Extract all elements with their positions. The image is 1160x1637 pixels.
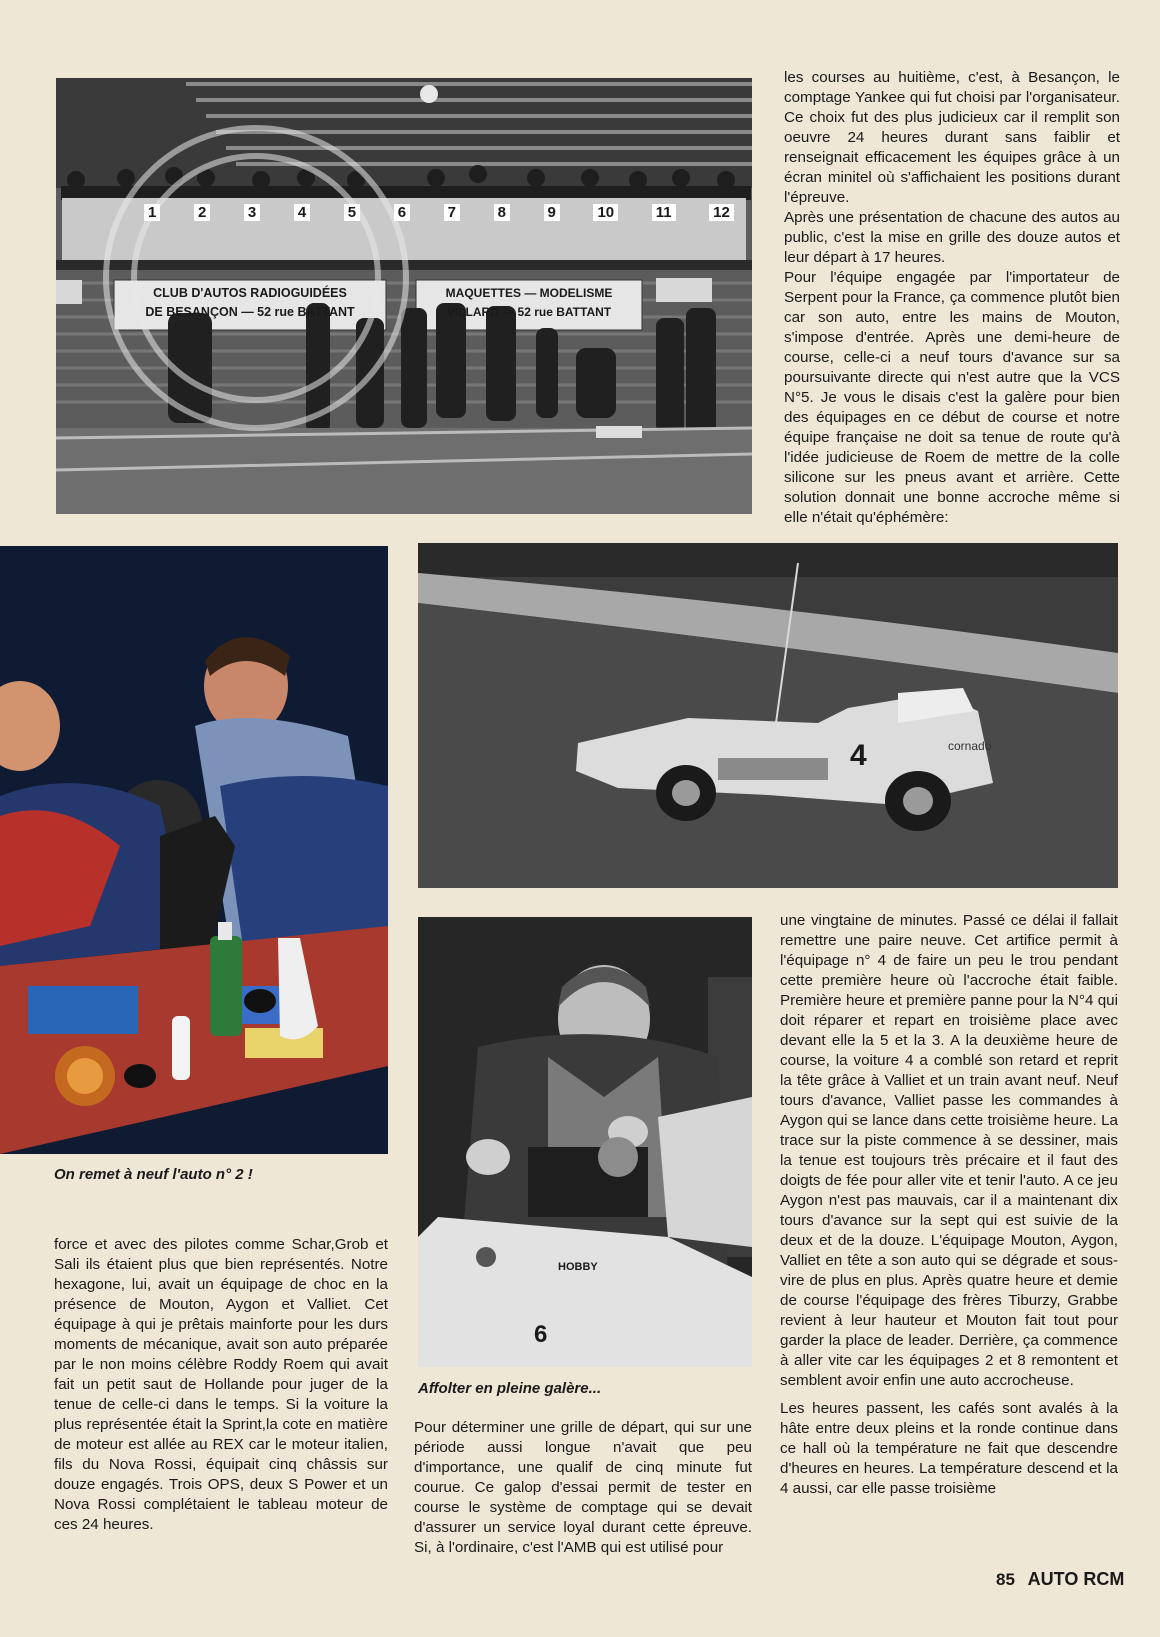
club-banner-line: DE BESANÇON — 52 rue BATTANT [145,305,355,319]
caption-left-photo: On remet à neuf l'auto n° 2 ! [54,1166,253,1183]
balcony-number: 2 [194,204,210,221]
car-sponsor-label: cornado [948,739,992,753]
caption-middle-photo: Affolter en pleine galère... [418,1380,602,1397]
shop-banner-line: VILLARD — 52 rue BATTANT [446,305,612,319]
paragraph: les courses au huitième, c'est, à Besançon, le comptage Yankee qui fut choisi par l'organisateur. Ce choix fut des plus judicieux car il remplit son oeuvre 24 heures durant sans faiblir et renseignait efficacement les équipes grâce à un écran minitel où s'affichaient les positions durant l'épreuve. [784,69,1120,206]
article-column-bottom-left [54,1235,388,1535]
photo-affolter-mechanic [418,917,752,1367]
paragraph: Pour déterminer une grille de départ, qui sur une période aussi longue n'avait que peu d'importance, une qualif de cinq minute fut courue. Ce galop d'essai permit de tester en course le système de comptage qui se devait d'assurer un service loyal durant cette épreuve. Si, à l'ordinaire, c'est l'AMB qui est utilisé pour [414,1419,752,1556]
balcony-number: 10 [593,204,618,221]
balcony-number: 12 [709,204,734,221]
photo-race-car [418,543,1118,888]
balcony-number: 1 [144,204,160,221]
club-banner-line: CLUB D'AUTOS RADIOGUIDÉES [153,286,347,300]
paragraph: Pour l'équipe engagée par l'importateur de Serpent pour la France, ça commence plutôt bien car son auto, entre les mains de Mouton, s'impose d'entrée. Après une demi-heure de course, celle-ci a neuf tours d'avance sur sa poursuivante directe qui n'est autre que la VCS N°5. Je vous le disais c'est la galère pour bien des équipages en ce début de course et notre équipe française ne doit sa tenue de route qu'à l'idée judicieuse de Roem de mettre de la colle silicone sur les pneus avant et arrière. Cette solution donnait une bonne accroche même si elle n'était qu'éphémère: [784,269,1120,526]
photo-mechanics-repair [0,546,388,1154]
car-number-label: 6 [534,1321,548,1348]
balcony-number: 11 [652,204,676,221]
magazine-title: AUTO RCM [1027,1569,1125,1589]
balcony-number-row [144,204,734,221]
page-number: 85 [996,1570,1015,1589]
car-sponsor-label: HOBBY [558,1261,598,1273]
balcony-number: 9 [544,204,560,221]
page-footer [996,1569,1124,1590]
balcony-number: 7 [444,204,460,221]
car-number-label: 4 [850,739,867,772]
balcony-number: 4 [294,204,310,221]
shop-banner-line: MAQUETTES — MODELISME [445,286,613,300]
paragraph: Après une présentation de chacune des autos au public, c'est la mise en grille des douze autos et leur départ à 17 heures. [784,209,1120,266]
article-column-bottom-right [780,911,1118,1499]
paragraph: force et avec des pilotes comme Schar,Grob et Sali ils étaient plus que bien représentés. Notre hexagone, lui, avait un équipage de choc en la présence de Mouton, Aygon et Valliet. Cet équipage à qui je prêtais mainforte pour les durs moments de mécanique, avait son auto préparée par le non moins célèbre Roddy Roem qui avait fait un petit saut de Hollande pour juger de la tenue de celle-ci dans le temps. Si la voiture la plus représentée était la Sprint,la cote en matière de moteur est allée au REX car le moteur italien, fils du Nova Rossi, équipait cinq châssis sur douze engagés. Trois OPS, deux S Power et un Nova Rossi complétaient le tableau moteur de ces 24 heures. [54,1236,388,1533]
paragraph: une vingtaine de minutes. Passé ce délai il fallait remettre une paire neuve. Cet artifice permit à l'équipage n° 4 de faire un peu le trou pendant cette première heure où l'accroche était faible. Première heure et première panne pour la N°4 qui doit réparer et repart en troisième place avec devant elle la 5 et la 3. A la deuxième heure de course, la voiture 4 a comblé son retard et reprit la tête grâce à Valliet et un train avant neuf. Neuf tours d'avance, Valliet passe les commandes à Aygon qui se lance dans cette troisième heure. La trace sur la piste commence à se dessiner, mais la tenue est toujours très précaire et il faut des doigts de fée pour aller vite et tenir l'auto. A ce jeu Aygon n'est pas mauvais, car il a maintenant dix tours d'avance sur la sept qui est suivie de la deux et de la douze. L'équipage Mouton, Aygon, Valliet en tête a son auto qui se dégrade et sous-vire de plus en plus. Après quatre heure et demie de course l'équipage des frères Tiburzy, Grabbe revient à leur hauteur et Mouton fait tout pour garder la place de leader. Derrière, ça commence à aller vite car les équipages 2 et 8 remontent et semblent avoir enfin une auto accrocheuse. [780,912,1118,1389]
balcony-number: 5 [344,204,360,221]
club-banner [118,284,382,322]
balcony-number: 6 [394,204,410,221]
balcony-number: 8 [494,204,510,221]
article-column-bottom-middle [414,1418,752,1558]
balcony-number: 3 [244,204,260,221]
shop-banner [420,284,638,322]
paragraph: Les heures passent, les cafés sont avalés à la hâte entre deux pleins et la ronde continue dans ce hall où la température ne fait que descendre d'heures en heures. La température descend et la 4 aussi, car elle passe troisième [780,1400,1118,1497]
article-column-top-right [784,68,1120,528]
photo-race-hall [56,78,752,514]
